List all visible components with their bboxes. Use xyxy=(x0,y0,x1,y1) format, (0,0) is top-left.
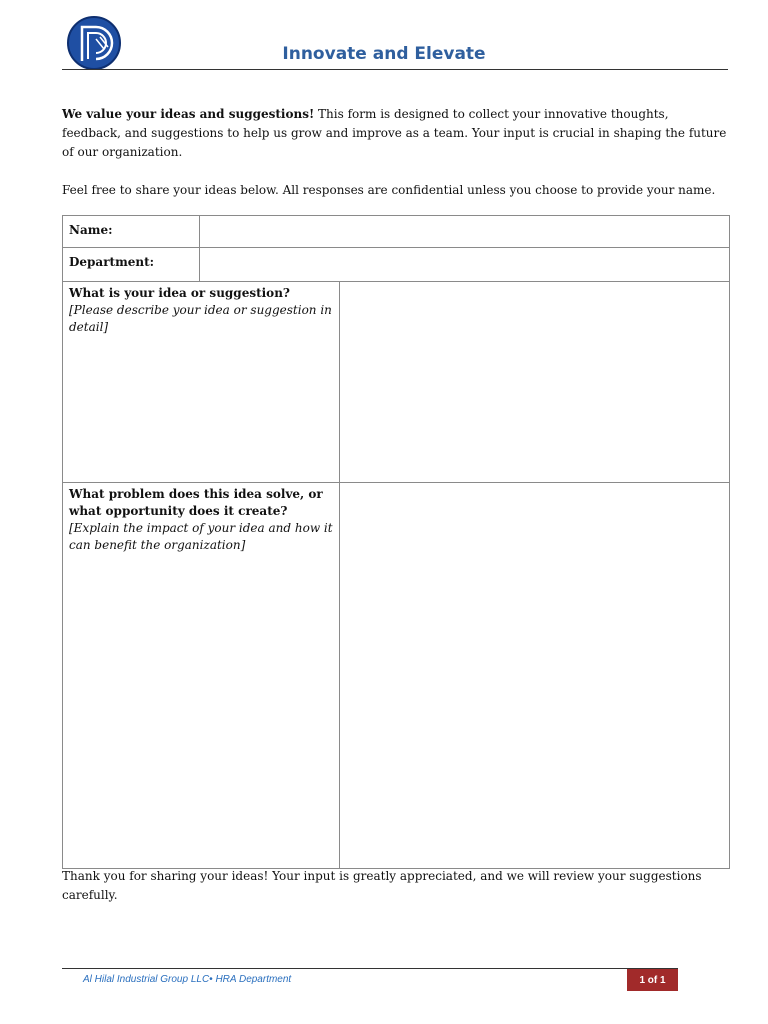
problem-question-hint: [Explain the impact of your idea and how it can benefit the organization] xyxy=(69,521,333,552)
department-field[interactable] xyxy=(200,248,730,282)
idea-question-title: What is your idea or suggestion? xyxy=(69,286,290,300)
intro-paragraph xyxy=(62,105,728,162)
problem-answer-field[interactable] xyxy=(340,483,730,869)
problem-question-cell xyxy=(63,483,340,869)
idea-question-hint: [Please describe your idea or suggestion in detail] xyxy=(69,303,332,334)
department-label: Department: xyxy=(63,248,200,282)
idea-answer-field[interactable] xyxy=(340,282,730,483)
name-field[interactable] xyxy=(200,216,730,248)
page-title: Innovate and Elevate xyxy=(282,44,486,64)
footer-divider xyxy=(62,968,678,969)
suggestion-form-table xyxy=(62,215,730,869)
name-label: Name: xyxy=(63,216,200,248)
idea-question-cell xyxy=(63,282,340,483)
title-divider xyxy=(62,69,728,70)
intro-note: Feel free to share your ideas below. All responses are confidential unless you choose to provide your name. xyxy=(62,183,716,197)
intro-bold-lead: We value your ideas and suggestions! xyxy=(62,107,315,121)
page-number-badge: 1 of 1 xyxy=(627,969,678,991)
intro-text: This form is designed to collect your innovative thoughts, feedback, and suggestions to help us grow and improve as a team. Your input is crucial in shaping the future of our organization. xyxy=(62,107,727,159)
problem-question-title: What problem does this idea solve, or what opportunity does it create? xyxy=(69,487,323,518)
closing-text: Thank you for sharing your ideas! Your input is greatly appreciated, and we will review your suggestions carefully. xyxy=(62,869,702,902)
footer-company-text: Al Hilal Industrial Group LLC• HRA Department xyxy=(83,974,292,985)
